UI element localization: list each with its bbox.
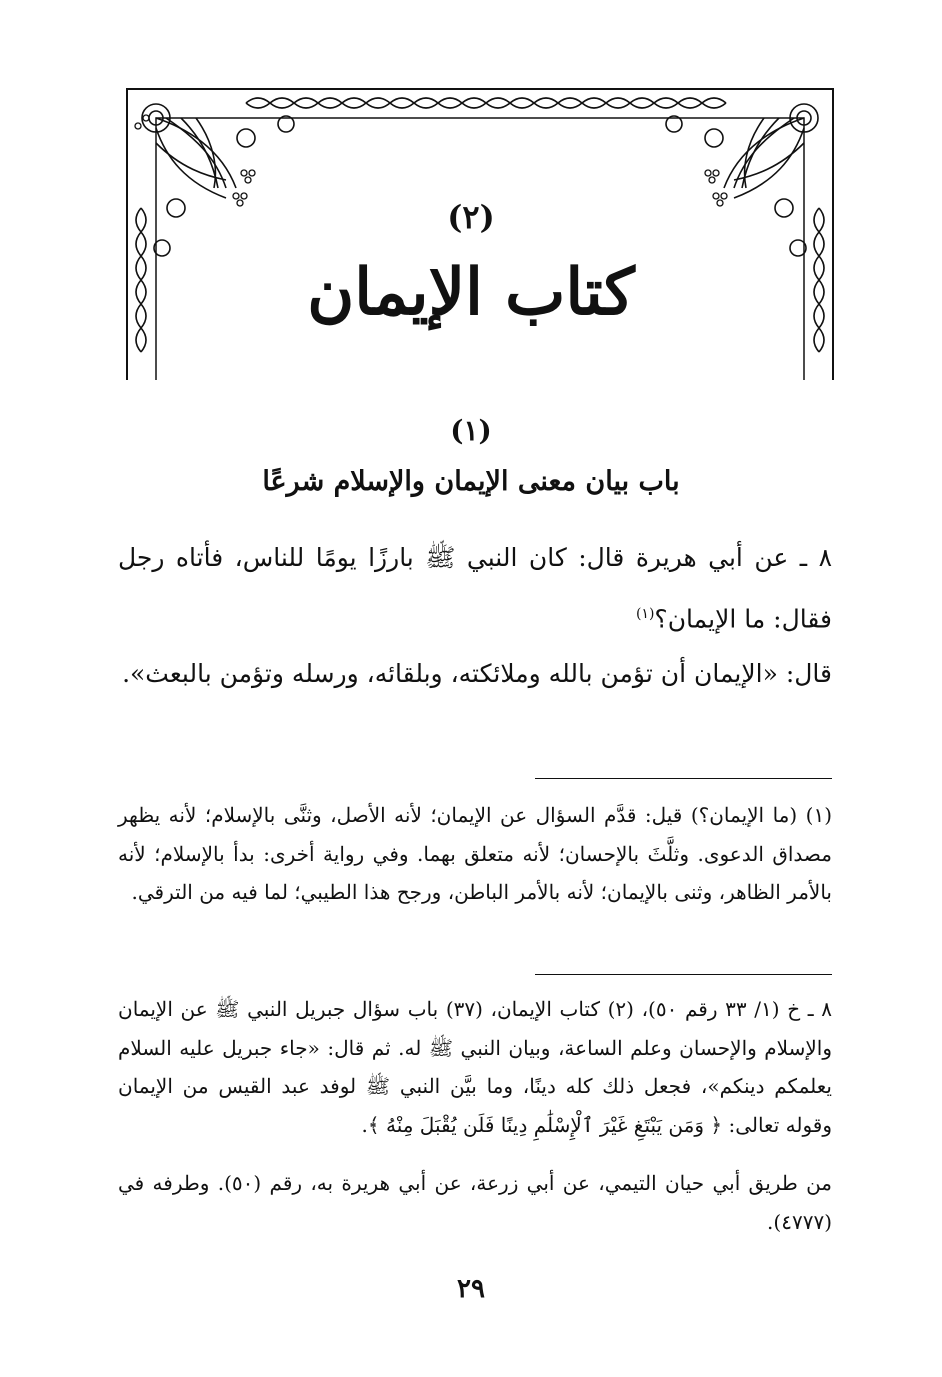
hadith-body: ٨ ـ عن أبي هريرة قال: كان النبي ﷺ بارزًا يومًا للناس، فأتاه رجل فقال: ما الإيمان؟	[118, 543, 832, 634]
hadith-text	[118, 530, 832, 647]
takhrij-source: من طريق أبي حيان التيمي، عن أبي زرعة، عن أبي هريرة به، رقم (٥٠). وطرفه في (٤٧٧٧).	[118, 1171, 833, 1234]
takhrij-note: ٨ ـ خ (١/ ٣٣ رقم ٥٠)، (٢) كتاب الإيمان، (٣٧) باب سؤال جبريل النبي ﷺ عن الإيمان والإسلام والإحسان وعلم الساعة، وبيان النبي ﷺ له. ثم قال: «جاء جبريل عليه السلام يعلمكم دينكم»، فجعل ذلك كله دينًا، وما بيَّن النبي ﷺ لوفد عبد القيس من الإيمان وقوله تعالى: ﴿ وَمَن يَبْتَغِ غَيْرَ ٱلْإِسْلَٰمِ دِينًا فَلَن يُقْبَلَ مِنْهُ ﴾.	[118, 997, 832, 1137]
footnote-marker: (١)	[635, 606, 655, 622]
takhrij-separator	[535, 974, 832, 975]
hadith-answer: قال: «الإيمان أن تؤمن بالله وملائكته، وبلقائه، ورسله وتؤمن بالبعث».	[122, 659, 832, 688]
footnote-1: (١) (ما الإيمان؟) قيل: قدَّم السؤال عن الإيمان؛ لأنه الأصل، وثنَّى بالإسلام؛ لأنه يظهر مصداق الدعوى. وثلَّثَ بالإحسان؛ لأنه متعلق بهما. وفي رواية أخرى: بدأ بالإسلام؛ لأنه بالأمر الظاهر، وثنى بالإيمان؛ لأنه بالأمر الباطن، ورجح هذا الطيبي؛ لما فيه من الترقي.	[118, 803, 832, 904]
chapter-number: (١)	[450, 414, 492, 447]
book-title: كتاب الإيمان	[307, 255, 635, 330]
footnote-separator	[535, 778, 832, 779]
chapter-title: باب بيان معنى الإيمان والإسلام شرعًا	[262, 466, 680, 497]
book-number: (٢)	[447, 198, 495, 236]
page-number: ٢٩	[457, 1274, 485, 1304]
